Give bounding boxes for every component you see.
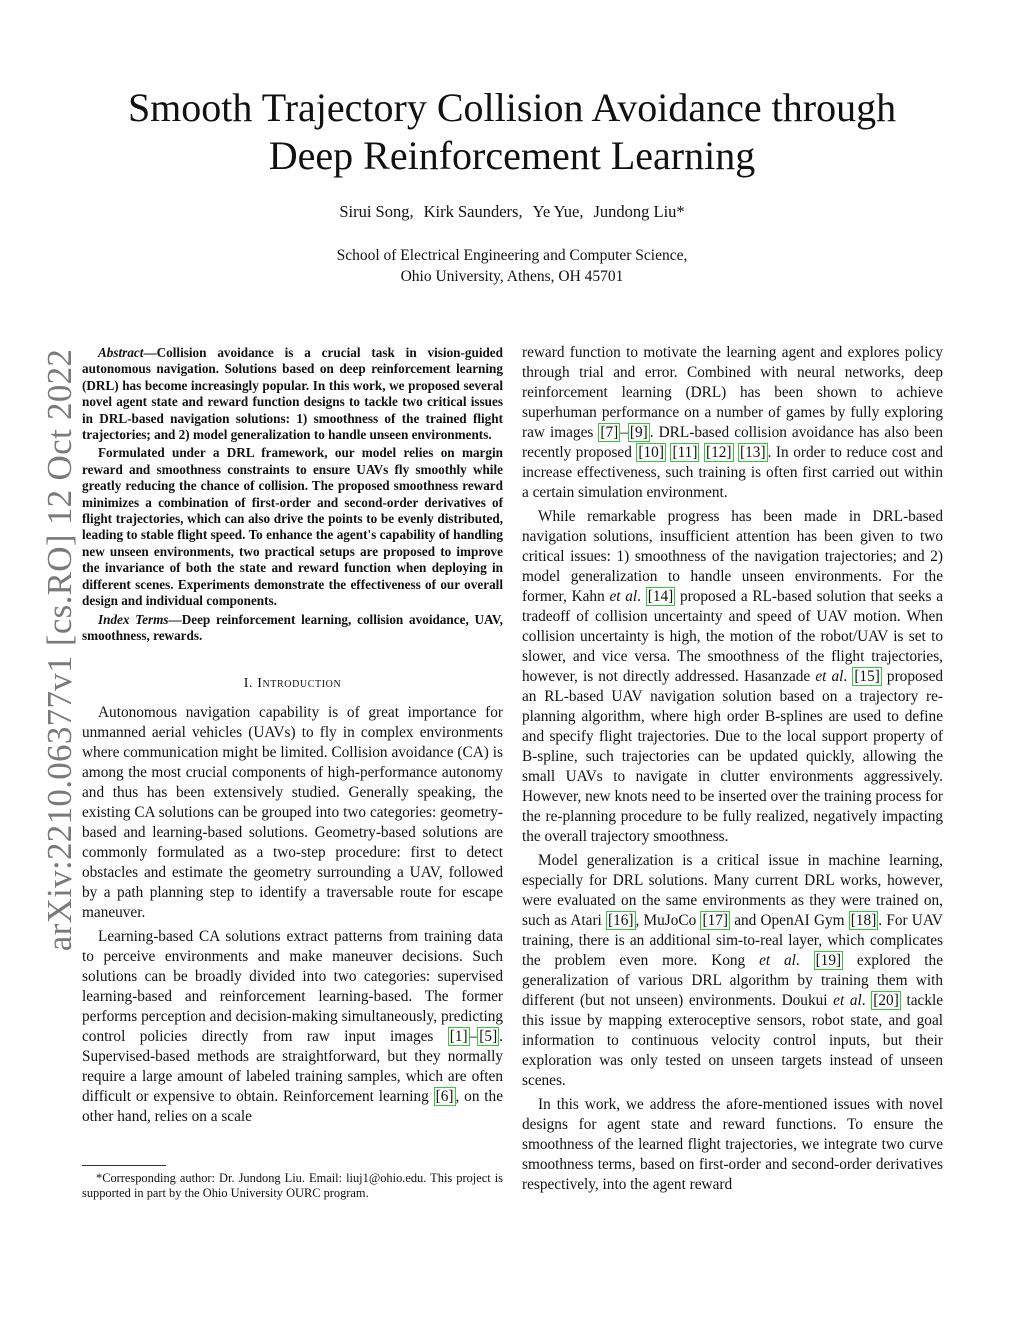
citation-link[interactable]: [20] <box>873 992 899 1009</box>
citation-link[interactable]: [1] <box>449 1028 468 1046</box>
author-list <box>0 202 1024 222</box>
citation-number: 9 <box>635 424 643 441</box>
text-run: . DRL-based collision avoidance has also been recently proposed <box>522 424 943 461</box>
citation-link[interactable]: [18] <box>850 912 877 929</box>
text-run: Learning-based CA solutions extract patterns from training data to perceive environments and make maneuver decisions. Such solutions can be broadly divided into two categories: supervised learning-based and reinforcement learning-based. The former performs perception and decision-making simultaneously, predicting control policies directly from raw input images <box>82 928 503 1046</box>
citation-number: 11 <box>677 444 693 461</box>
citation-number: 6 <box>440 1088 449 1106</box>
right-column <box>522 343 943 1195</box>
text-run: , MuJoCo <box>635 912 701 929</box>
section-heading-introduction <box>82 676 503 692</box>
citation-number: 19 <box>820 952 836 969</box>
text-run: proposed an RL-based UAV navigation solution based on a trajectory re-planning algorithm, where high order B-splines are used to define and specify flight trajectories. Due to the local support property of B-spline, such trajectories can be updated quickly, allowing the small UAVs to navigate in clutter environments aggressively. However, new knots need to be inserted over the training process for the re-planning procedure to be fully realized, negatively impacting the overall trajectory smoothness. <box>522 668 944 845</box>
footnote-corresponding-author: *Corresponding author: Dr. Jundong Liu. Email: liuj1@ohio.edu. This project is supported in part by the Ohio University OURC program. <box>82 1171 503 1201</box>
citation-link[interactable]: [12] <box>705 444 732 461</box>
citation-number: 18 <box>855 912 872 929</box>
citation-link[interactable]: [19] <box>815 952 842 969</box>
citation-number: 7 <box>605 424 614 441</box>
title-line-1: Smooth Trajectory Collision Avoidance through <box>127 85 897 130</box>
citation-link[interactable]: [10] <box>638 444 664 461</box>
intro-paragraph-5: In this work, we address the afore-mentioned issues with novel designs for agent state and reward functions. To ensure the smoothness of the learned flight trajectories, we integrate two curve smoothness terms, based on first-order and second-order derivatives respectively, into the agent reward <box>522 1096 943 1193</box>
text-run: , on the other hand, relies on a scale <box>82 1088 503 1126</box>
citation-number: 17 <box>707 912 723 929</box>
text-run: . <box>795 952 814 969</box>
citation-link[interactable]: [11] <box>672 444 698 461</box>
intro-paragraph-continued <box>522 343 943 503</box>
citation-number: 12 <box>711 444 727 461</box>
text-run: . Supervised-based methods are straightforward, but they normally require a large amount of labeled training samples, which are often difficult or expensive to obtain. Reinforcement learning <box>82 1028 503 1106</box>
text-run: . In order to reduce cost and increase effectiveness, such training is often first carried out within a certain simulation environment. <box>522 444 944 501</box>
author-3: Ye Yue, <box>532 202 584 221</box>
author-2: Kirk Saunders, <box>423 202 523 221</box>
abstract-text-1: —Collision avoidance is a crucial task in vision-guided autonomous navigation. Solutions based on deep reinforcement learning (DRL) has become increasingly popular. In this work, we proposed several novel agent state and reward function designs to tackle two critical issues in DRL-based navigation solutions: 1) smoothness of the trained flight trajectories; and 2) model generalization to handle unseen environments. <box>82 345 503 443</box>
text-run: reward function to motivate the learning agent and explores policy through trial and error. Combined with neural networks, deep reinforcement learning (DRL) has been shown to achieve superhuman performance on a number of games by fully exploring raw images <box>522 344 943 441</box>
footnote-rule <box>82 1165 166 1166</box>
citation-number: 10 <box>643 444 659 461</box>
abstract-paragraph-2: Formulated under a DRL framework, our model relies on margin reward and smoothness constraints to ensure UAVs fly smoothly while greatly reducing the chance of collision. The proposed smoothness reward minimizes a combination of first-order and second-order derivatives of flight trajectories, which can also drive the points to be evenly distributed, leading to stable flight speed. To enhance the agent's capability of handling new unseen environments, two practical setups are proposed to improve the invariance of both the state and reward function when deploying in different scenes. Experiments demonstrate the effectiveness of our overall design and individual components. <box>82 445 503 609</box>
title-line-2: Deep Reinforcement Learning <box>268 133 756 178</box>
citation-number: 1 <box>454 1028 463 1046</box>
citation-number: 20 <box>878 992 894 1009</box>
citation-link[interactable]: [6] <box>435 1088 454 1106</box>
author-4: Jundong Liu* <box>593 202 685 221</box>
text-run: proposed a RL-based solution that seeks a tradeoff of collision uncertainty and speed of UAV motion. When collision uncertainty is high, the motion of the robot/UAV is set to slower, and vice versa. The smoothness of the flight trajectories, however, is not directly addressed. Hasanzade <box>522 588 943 685</box>
section-number: I. <box>243 676 254 692</box>
citation-link[interactable]: [15] <box>854 668 880 685</box>
citation-link[interactable]: [13] <box>740 444 766 461</box>
text-run: and OpenAI Gym <box>729 912 849 929</box>
citation-link[interactable]: [16] <box>608 912 634 929</box>
citation-link[interactable]: [9] <box>629 424 648 441</box>
index-terms-text: —Deep reinforcement learning, collision avoidance, UAV, smoothness, rewards. <box>82 611 503 643</box>
citation-link[interactable]: [17] <box>702 912 728 929</box>
citation-link[interactable]: [14] <box>647 588 674 605</box>
affiliation <box>0 245 1024 287</box>
abstract-paragraph-1 <box>82 345 503 443</box>
et-al: et al <box>609 588 638 605</box>
index-terms-label: Index Terms <box>98 611 169 627</box>
citation-link[interactable]: [5] <box>479 1028 498 1046</box>
citation-number: 15 <box>859 668 875 685</box>
arxiv-identifier: arXiv:2210.06377v1 [cs.RO] 12 Oct 2022 <box>40 348 79 952</box>
text-run: – <box>469 1028 478 1046</box>
citation-number: 14 <box>652 588 669 605</box>
affiliation-line-2: Ohio University, Athens, OH 45701 <box>400 268 624 285</box>
paper-title <box>0 84 1024 180</box>
section-title-initial: I <box>257 676 263 692</box>
author-1: Sirui Song, <box>339 202 414 221</box>
text-run: While remarkable progress has been made in DRL-based navigation solutions, insufficient attention has been given to two critical issues: 1) smoothness of the navigation trajectories; and 2) model generalization to handle unseen environments. For the former, Kahn <box>522 508 943 605</box>
et-al: et al <box>833 992 862 1009</box>
et-al: et al <box>759 952 796 969</box>
text-run: . <box>843 668 853 685</box>
abstract-label: Abstract <box>98 345 144 360</box>
intro-paragraph-2 <box>82 927 503 1127</box>
affiliation-line-1: School of Electrical Engineering and Computer Science, <box>336 247 688 264</box>
citation-number: 13 <box>745 444 761 461</box>
citation-number: 5 <box>484 1028 493 1046</box>
intro-paragraph-3 <box>522 507 943 847</box>
et-al: et al <box>815 668 844 685</box>
section-title-rest: ntroduction <box>262 676 342 692</box>
index-terms <box>82 612 503 645</box>
text-run: Model generalization is a critical issue in machine learning, especially for DRL solutions. Many current DRL works, however, were evaluated on the same environments as they were trained on, such as Atari <box>522 852 943 929</box>
text-run: . For UAV training, there is an additional sim-to-real layer, which complicates the problem even more. Kong <box>522 912 943 969</box>
text-run: . <box>861 992 872 1009</box>
text-run: – <box>620 424 628 441</box>
citation-link[interactable]: [7] <box>600 424 619 441</box>
text-run: explored the generalization of various DRL algorithm by training them with different (but not unseen) environments. Doukui <box>522 952 943 1009</box>
left-column <box>82 345 503 1201</box>
intro-paragraph-4 <box>522 851 943 1091</box>
text-run: . <box>637 588 646 605</box>
intro-paragraph-1: Autonomous navigation capability is of great importance for unmanned aerial vehicles (UAVs) to fly in complex environments where communication might be limited. Collision avoidance (CA) is among the most crucial components of high-performance autonomy and thus has been extensively studied. Generally speaking, the existing CA solutions can be grouped into two categories: geometry-based and learning-based solutions. Geometry-based solutions are commonly formulated as a two-step procedure: first to detect obstacles and estimate the geometry surrounding a UAV, followed by a path planning step to identify a traversable route for escape maneuver. <box>82 704 503 922</box>
text-run: tackle this issue by mapping exteroceptive sensors, robot state, and goal information to continuous velocity control inputs, but their exploration was only tested on unseen targets instead of unseen scenes. <box>522 992 944 1089</box>
citation-number: 16 <box>613 912 629 929</box>
